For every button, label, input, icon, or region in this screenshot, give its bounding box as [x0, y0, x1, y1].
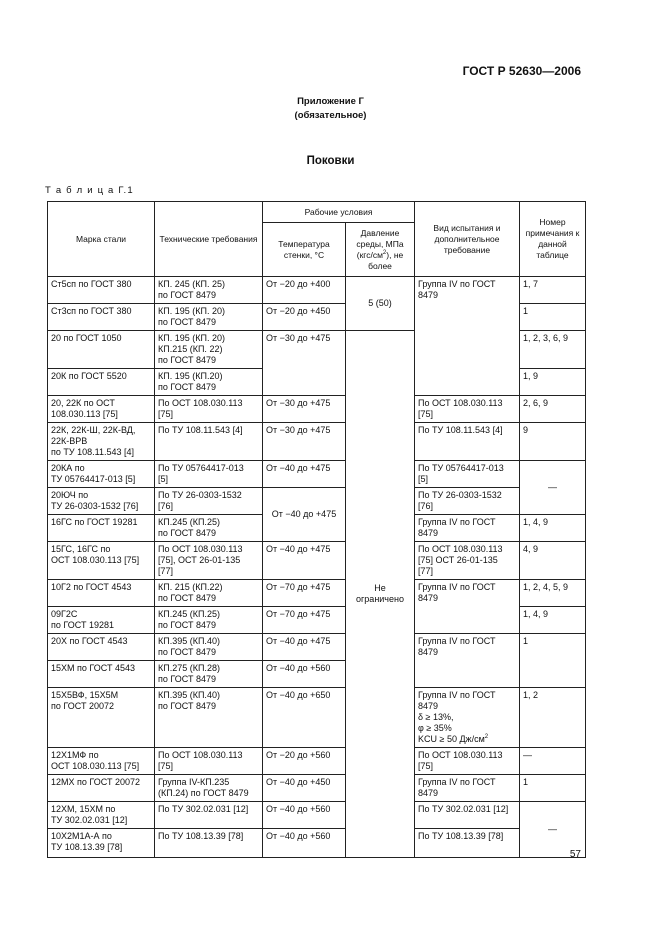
cell-req: По ОСТ 108.030.113 [75]: [155, 748, 263, 775]
header-test: Вид испытания и дополнительное требование: [415, 202, 520, 277]
cell-req: КП.395 (КП.40) по ГОСТ 8479: [155, 634, 263, 661]
cell-test: По ТУ 26-0303-1532 [76]: [415, 488, 520, 515]
cell-temp: От −20 до +400: [263, 277, 346, 304]
cell-grade: 20К по ГОСТ 5520: [48, 369, 155, 396]
cell-notes-merged: —: [520, 461, 586, 515]
cell-notes: —: [520, 748, 586, 775]
cell-temp: От −40 до +475: [263, 488, 346, 542]
cell-test: По ОСТ 108.030.113 [75] ОСТ 26-01-135 [77]: [415, 542, 520, 580]
cell-test: По ОСТ 108.030.113 [75]: [415, 748, 520, 775]
cell-test: По ТУ 108.11.543 [4]: [415, 423, 520, 461]
page-number: 57: [569, 849, 581, 860]
header-requirements: Технические требования: [155, 202, 263, 277]
cell-pressure-merged: 5 (50): [346, 277, 415, 331]
cell-notes: 1, 7: [520, 277, 586, 304]
cell-grade: 15Х5ВФ, 15Х5М по ГОСТ 20072: [48, 688, 155, 748]
cell-test: По ТУ 108.13.39 [78]: [415, 829, 520, 858]
cell-pressure-merged: Не ограничено: [346, 331, 415, 858]
cell-grade: 20Х по ГОСТ 4543: [48, 634, 155, 661]
cell-req: КП. 195 (КП. 20) КП.215 (КП. 22) по ГОСТ 8479: [155, 331, 263, 369]
cell-req: КП. 215 (КП.22) по ГОСТ 8479: [155, 580, 263, 607]
header-conditions: Рабочие условия: [263, 202, 415, 223]
cell-req: КП.395 (КП.40) по ГОСТ 8479: [155, 688, 263, 748]
cell-temp: От −40 до +475: [263, 542, 346, 580]
cell-temp: От −70 до +475: [263, 607, 346, 634]
cell-temp: От −20 до +560: [263, 748, 346, 775]
cell-test: Группа IV по ГОСТ 8479 δ ≥ 13%, φ ≥ 35% KCU ≥ 50 $Дж/см^2$: [415, 688, 520, 748]
cell-grade: 22К, 22К-Ш, 22К-ВД, 22К-ВРВ по ТУ 108.11.543 [4]: [48, 423, 155, 461]
cell-req: КП.245 (КП.25) по ГОСТ 8479: [155, 515, 263, 542]
cell-grade: 20, 22К по ОСТ 108.030.113 [75]: [48, 396, 155, 423]
cell-temp: От −20 до +450: [263, 304, 346, 331]
cell-req: По ТУ 108.11.543 [4]: [155, 423, 263, 461]
standard-header: ГОСТ Р 52630—2006: [462, 64, 581, 78]
cell-req: КП. 195 (КП.20) по ГОСТ 8479: [155, 369, 263, 396]
cell-temp: От −40 до +560: [263, 829, 346, 858]
cell-req: По ТУ 108.13.39 [78]: [155, 829, 263, 858]
cell-grade: 09Г2С по ГОСТ 19281: [48, 607, 155, 634]
cell-grade: 20ЮЧ по ТУ 26-0303-1532 [76]: [48, 488, 155, 515]
cell-notes: 1, 4, 9: [520, 515, 586, 542]
cell-grade: 12Х1МФ по ОСТ 108.030.113 [75]: [48, 748, 155, 775]
cell-temp: От −30 до +475: [263, 331, 346, 396]
cell-temp: От −40 до +475: [263, 461, 346, 488]
cell-temp: От −30 до +475: [263, 396, 346, 423]
header-pressure: Давление среды, МПа $(кгс/см^2)$, не более: [346, 223, 415, 277]
cell-req: Группа IV-КП.235 (КП.24) по ГОСТ 8479: [155, 775, 263, 802]
cell-grade: 12МХ по ГОСТ 20072: [48, 775, 155, 802]
cell-grade: 16ГС по ГОСТ 19281: [48, 515, 155, 542]
cell-req: По ОСТ 108.030.113 [75], ОСТ 26-01-135 [77]: [155, 542, 263, 580]
cell-grade: 15ГС, 16ГС по ОСТ 108.030.113 [75]: [48, 542, 155, 580]
cell-notes: 1: [520, 634, 586, 688]
cell-notes: 1: [520, 775, 586, 802]
cell-test: По ОСТ 108.030.113 [75]: [415, 396, 520, 423]
cell-notes: 1, 4, 9: [520, 607, 586, 634]
cell-test: По ТУ 05764417-013 [5]: [415, 461, 520, 488]
cell-notes: 1: [520, 304, 586, 331]
cell-temp: От −40 до +560: [263, 802, 346, 829]
cell-req: По ТУ 302.02.031 [12]: [155, 802, 263, 829]
cell-temp: От −40 до +650: [263, 688, 346, 748]
table-caption: Т а б л и ц а Г.1: [45, 185, 134, 196]
cell-temp: От −40 до +450: [263, 775, 346, 802]
cell-temp: От −40 до +475: [263, 634, 346, 661]
cell-notes: 1, 9: [520, 369, 586, 396]
cell-temp: От −40 до +560: [263, 661, 346, 688]
cell-grade: 15ХМ по ГОСТ 4543: [48, 661, 155, 688]
cell-grade: Ст5сп по ГОСТ 380: [48, 277, 155, 304]
cell-req: По ОСТ 108.030.113 [75]: [155, 396, 263, 423]
cell-test: Группа IV по ГОСТ 8479: [415, 277, 520, 396]
header-grade: Марка стали: [48, 202, 155, 277]
appendix-subtitle: (обязательное): [294, 110, 367, 121]
cell-grade: 20КА по ТУ 05764417-013 [5]: [48, 461, 155, 488]
appendix-title: Приложение Г: [297, 96, 364, 107]
cell-grade: 10Х2М1А-А по ТУ 108.13.39 [78]: [48, 829, 155, 858]
cell-test: Группа IV по ГОСТ 8479: [415, 634, 520, 688]
cell-req: КП.275 (КП.28) по ГОСТ 8479: [155, 661, 263, 688]
cell-notes: 2, 6, 9: [520, 396, 586, 423]
cell-test: Группа IV по ГОСТ 8479: [415, 515, 520, 542]
cell-test: Группа IV по ГОСТ 8479: [415, 580, 520, 634]
cell-temp: От −30 до +475: [263, 423, 346, 461]
cell-notes: 4, 9: [520, 542, 586, 580]
cell-req: По ТУ 26-0303-1532 [76]: [155, 488, 263, 515]
cell-notes: 1, 2, 4, 5, 9: [520, 580, 586, 607]
header-temperature: Температура стенки, °С: [263, 223, 346, 277]
cell-grade: 12ХМ, 15ХМ по ТУ 302.02.031 [12]: [48, 802, 155, 829]
cell-req: КП.245 (КП.25) по ГОСТ 8479: [155, 607, 263, 634]
cell-notes: 9: [520, 423, 586, 461]
cell-req: По ТУ 05764417-013 [5]: [155, 461, 263, 488]
cell-test: По ТУ 302.02.031 [12]: [415, 802, 520, 829]
cell-notes: 1, 2, 3, 6, 9: [520, 331, 586, 369]
cell-grade: Ст3сп по ГОСТ 380: [48, 304, 155, 331]
cell-req: КП. 245 (КП. 25) по ГОСТ 8479: [155, 277, 263, 304]
cell-notes-merged: —: [520, 802, 586, 858]
cell-grade: 10Г2 по ГОСТ 4543: [48, 580, 155, 607]
cell-temp: От −70 до +475: [263, 580, 346, 607]
header-notes: Номер примечания к данной таблице: [520, 202, 586, 277]
forgings-table: [47, 201, 586, 858]
section-title: Поковки: [306, 155, 355, 167]
cell-notes: 1, 2: [520, 688, 586, 748]
cell-test: Группа IV по ГОСТ 8479: [415, 775, 520, 802]
cell-grade: 20 по ГОСТ 1050: [48, 331, 155, 369]
cell-req: КП. 195 (КП. 20) по ГОСТ 8479: [155, 304, 263, 331]
